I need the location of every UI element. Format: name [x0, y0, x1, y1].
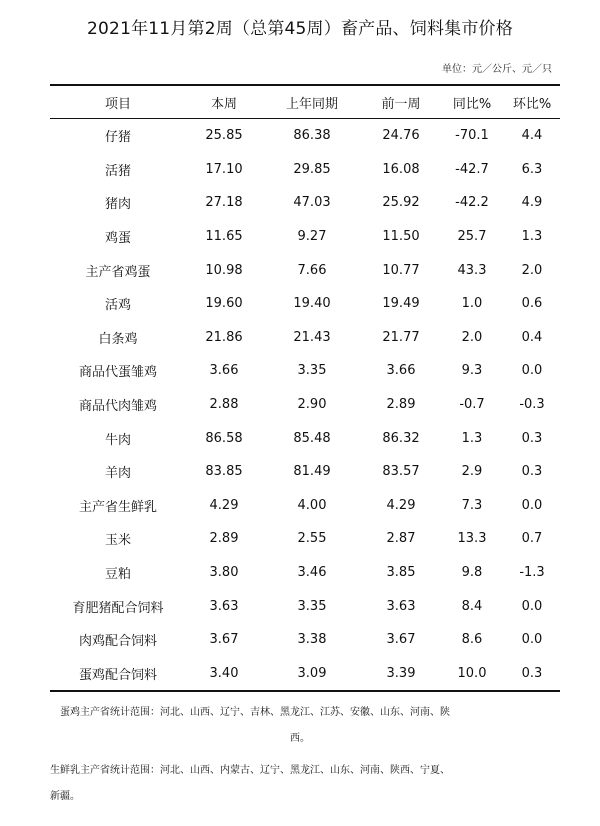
egg-scope-note-line2: 西。 — [290, 733, 310, 744]
value-cell: 0.0 — [521, 598, 543, 614]
value-cell: -0.3 — [519, 397, 545, 413]
value-cell: -42.2 — [455, 195, 489, 211]
value-cell: 3.66 — [386, 363, 416, 379]
value-cell: 0.4 — [521, 329, 543, 345]
table-row — [50, 556, 560, 590]
item-name-cell: 商品代肉雏鸡 — [78, 399, 157, 415]
milk-scope-note-line1: 生鲜乳主产省统计范围：河北、山西、内蒙古、辽宁、黑龙江、山东、河南、陕西、宁夏、 — [50, 765, 450, 776]
value-cell: 0.3 — [521, 464, 543, 480]
value-cell: -42.7 — [455, 161, 489, 177]
value-cell: 17.10 — [205, 161, 243, 177]
item-name-cell: 玉米 — [104, 533, 131, 549]
page-title: 2021年11月第2周（总第45周）畜产品、饲料集市价格 — [87, 19, 513, 39]
column-header: 同比% — [440, 85, 504, 119]
table-row — [50, 421, 560, 455]
item-name-cell: 仔猪 — [104, 130, 131, 146]
column-header: 上年同期 — [262, 85, 362, 119]
value-cell: 2.88 — [209, 397, 239, 413]
value-cell: 1.0 — [461, 296, 483, 312]
value-cell: 0.7 — [521, 531, 543, 547]
table-row — [50, 220, 560, 254]
table-row — [50, 253, 560, 287]
table-row — [50, 186, 560, 220]
value-cell: 0.0 — [521, 632, 543, 648]
table-row — [50, 623, 560, 657]
value-cell: 47.03 — [293, 195, 331, 211]
value-cell: 2.87 — [386, 531, 416, 547]
table-body — [50, 119, 560, 692]
value-cell: 19.60 — [205, 296, 243, 312]
value-cell: 0.0 — [521, 363, 543, 379]
value-cell: 81.49 — [293, 464, 331, 480]
value-cell: 10.77 — [382, 262, 420, 278]
value-cell: 3.67 — [386, 632, 416, 648]
value-cell: 3.35 — [297, 598, 327, 614]
value-cell: 8.4 — [461, 598, 483, 614]
item-name-cell: 羊肉 — [104, 466, 131, 482]
value-cell: 4.00 — [297, 497, 327, 513]
value-cell: 3.38 — [297, 632, 327, 648]
table-row — [50, 388, 560, 422]
value-cell: 29.85 — [293, 161, 331, 177]
value-cell: 0.6 — [521, 296, 543, 312]
item-name-cell: 白条鸡 — [98, 331, 138, 347]
value-cell: 8.6 — [461, 632, 483, 648]
value-cell: 2.89 — [209, 531, 239, 547]
value-cell: 19.40 — [293, 296, 331, 312]
value-cell: 86.38 — [293, 128, 331, 144]
egg-scope-note — [60, 700, 560, 752]
value-cell: -70.1 — [455, 128, 489, 144]
value-cell: 1.3 — [461, 430, 483, 446]
column-header: 项目 — [50, 85, 186, 119]
table-row — [50, 321, 560, 355]
value-cell: 3.66 — [209, 363, 239, 379]
value-cell: 7.3 — [461, 497, 483, 513]
value-cell: 0.0 — [521, 497, 543, 513]
value-cell: 10.0 — [457, 665, 487, 681]
value-cell: 10.98 — [205, 262, 243, 278]
value-cell: 27.18 — [205, 195, 243, 211]
value-cell: -1.3 — [519, 565, 545, 581]
table-row — [50, 287, 560, 321]
table-row — [50, 657, 560, 692]
item-name-cell: 活鸡 — [104, 298, 131, 314]
value-cell: 2.89 — [386, 397, 416, 413]
value-cell: 13.3 — [457, 531, 487, 547]
value-cell: 9.8 — [461, 565, 483, 581]
value-cell: 4.29 — [386, 497, 416, 513]
value-cell: 85.48 — [293, 430, 331, 446]
item-name-cell: 主产省生鲜乳 — [78, 499, 157, 515]
value-cell: 86.32 — [382, 430, 420, 446]
table-row — [50, 489, 560, 523]
value-cell: 25.92 — [382, 195, 420, 211]
value-cell: 3.80 — [209, 565, 239, 581]
value-cell: 3.63 — [386, 598, 416, 614]
item-name-cell: 育肥猪配合饲料 — [72, 600, 164, 616]
value-cell: 21.86 — [205, 329, 243, 345]
value-cell: 2.0 — [461, 329, 483, 345]
value-cell: 3.40 — [209, 665, 239, 681]
value-cell: 21.77 — [382, 329, 420, 345]
item-name-cell: 鸡蛋 — [104, 231, 131, 247]
value-cell: 7.66 — [297, 262, 327, 278]
item-name-cell: 肉鸡配合饲料 — [78, 634, 157, 650]
value-cell: 83.85 — [205, 464, 243, 480]
column-header: 环比% — [504, 85, 560, 119]
value-cell: 11.65 — [205, 229, 243, 245]
value-cell: 3.09 — [297, 665, 327, 681]
table-row — [50, 119, 560, 153]
price-table — [50, 84, 560, 692]
value-cell: 3.46 — [297, 565, 327, 581]
value-cell: 3.85 — [386, 565, 416, 581]
value-cell: 11.50 — [382, 229, 420, 245]
value-cell: 9.27 — [297, 229, 327, 245]
column-header: 本周 — [186, 85, 262, 119]
item-name-cell: 商品代蛋雏鸡 — [78, 365, 157, 381]
value-cell: 2.9 — [461, 464, 483, 480]
value-cell: 0.3 — [521, 665, 543, 681]
table-row — [50, 153, 560, 187]
value-cell: 2.0 — [521, 262, 543, 278]
item-name-cell: 豆粕 — [104, 567, 131, 583]
table-header — [50, 85, 560, 119]
value-cell: 3.35 — [297, 363, 327, 379]
unit-label: 单位：元／公斤、元／只 — [442, 64, 552, 75]
table-row — [50, 522, 560, 556]
column-header: 前一周 — [362, 85, 440, 119]
value-cell: 1.3 — [521, 229, 543, 245]
value-cell: 86.58 — [205, 430, 243, 446]
value-cell: 24.76 — [382, 128, 420, 144]
table-row — [50, 455, 560, 489]
value-cell: 9.3 — [461, 363, 483, 379]
value-cell: 25.7 — [457, 229, 487, 245]
value-cell: 0.3 — [521, 430, 543, 446]
value-cell: 4.4 — [521, 128, 543, 144]
value-cell: 3.67 — [209, 632, 239, 648]
item-name-cell: 猪肉 — [104, 197, 131, 213]
value-cell: 2.90 — [297, 397, 327, 413]
value-cell: 83.57 — [382, 464, 420, 480]
item-name-cell: 蛋鸡配合饲料 — [78, 667, 157, 683]
value-cell: 4.29 — [209, 497, 239, 513]
item-name-cell: 牛肉 — [104, 432, 131, 448]
value-cell: 3.63 — [209, 598, 239, 614]
table-row — [50, 354, 560, 388]
header-row — [50, 85, 560, 119]
egg-scope-note-line1: 蛋鸡主产省统计范围：河北、山西、辽宁、吉林、黑龙江、江苏、安徽、山东、河南、陕 — [60, 707, 450, 718]
value-cell: 43.3 — [457, 262, 487, 278]
value-cell: 2.55 — [297, 531, 327, 547]
milk-scope-note-line2: 新疆。 — [50, 791, 80, 802]
value-cell: 4.9 — [521, 195, 543, 211]
value-cell: -0.7 — [459, 397, 485, 413]
milk-scope-note — [50, 758, 550, 810]
table-row — [50, 589, 560, 623]
item-name-cell: 活猪 — [104, 163, 131, 179]
value-cell: 19.49 — [382, 296, 420, 312]
item-name-cell: 主产省鸡蛋 — [85, 264, 151, 280]
value-cell: 21.43 — [293, 329, 331, 345]
value-cell: 16.08 — [382, 161, 420, 177]
value-cell: 25.85 — [205, 128, 243, 144]
value-cell: 3.39 — [386, 665, 416, 681]
value-cell: 6.3 — [521, 161, 543, 177]
